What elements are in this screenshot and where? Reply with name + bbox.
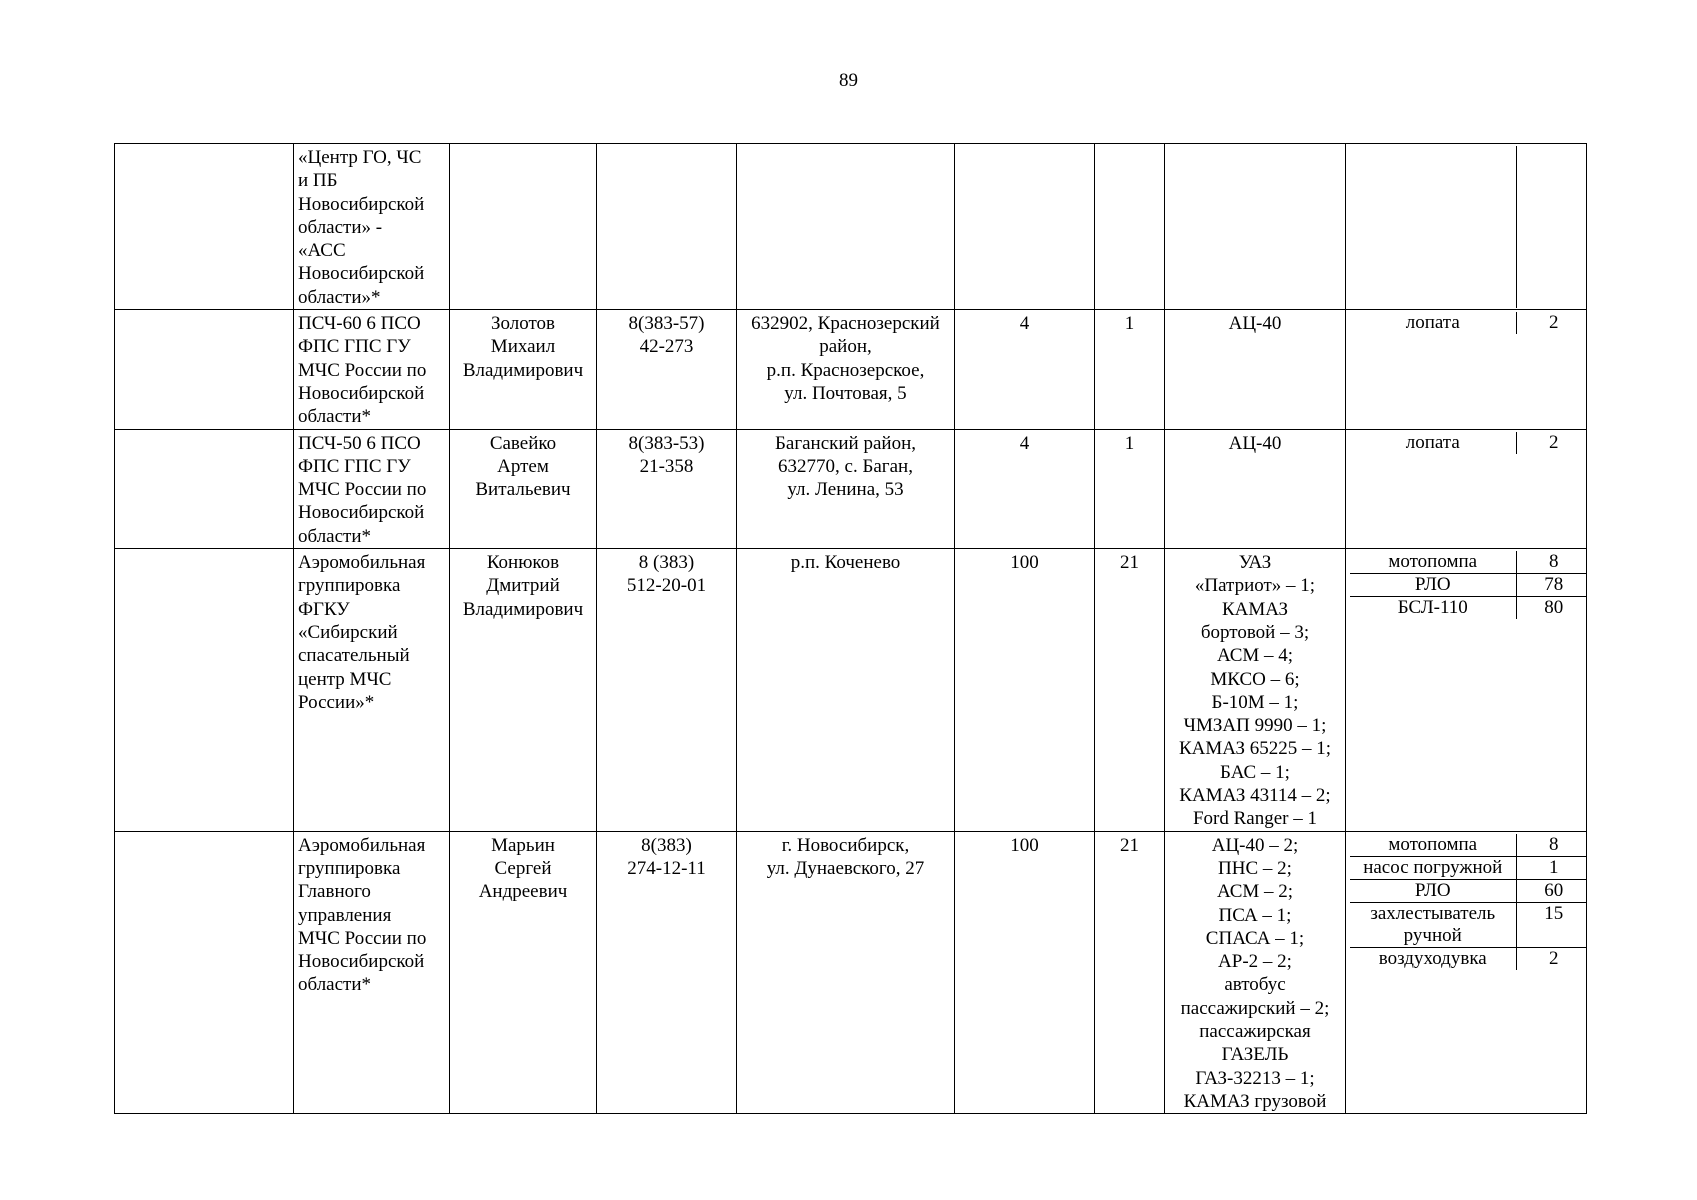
equipment-item [1350, 947, 1587, 970]
cell-line: ГАЗ-32213 – 1; [1195, 1067, 1315, 1089]
cell-line: центр МЧС [298, 668, 392, 690]
equipment-name [1350, 879, 1516, 902]
cell-line: МКСО – 6; [1210, 668, 1300, 690]
cell-line: лопата [1405, 312, 1460, 334]
cell-line: Ford Ranger – 1 [1192, 808, 1317, 830]
cell-line: АР-2 – 2; [1218, 951, 1292, 973]
org-cell [294, 549, 450, 832]
equipment-qty: 15 [1516, 902, 1587, 947]
cell-line: г. Новосибирск, [781, 834, 910, 856]
cell-line: спасательный [298, 645, 410, 667]
cell-line: ФГКУ [298, 598, 350, 620]
cell-line: 8(383-53) [628, 432, 705, 454]
equipment-item [1350, 856, 1587, 879]
equipment-list [1350, 312, 1587, 334]
equipment-list [1350, 834, 1587, 970]
cell-line: АЦ-40 [1228, 432, 1282, 454]
cell-line: КАМАЗ 65225 – 1; [1178, 738, 1332, 760]
equipment-qty: 8 [1516, 834, 1587, 857]
vehicles-cell [1165, 144, 1346, 310]
cell-line: области»* [298, 286, 381, 308]
cell-line: АСМ – 4; [1216, 645, 1294, 667]
equipment-item [1350, 902, 1587, 947]
cell-line: БАС – 1; [1220, 761, 1290, 783]
cell-line: Владимирович [462, 359, 584, 381]
cell-line: 21-358 [639, 455, 694, 477]
cell-line: бортовой – 3; [1200, 621, 1310, 643]
cell-line: мотопомпа [1388, 551, 1478, 573]
cell-line: УАЗ [1238, 552, 1272, 574]
staff-count-cell: 100 [955, 831, 1095, 1114]
cell-line: район, [819, 336, 872, 358]
cell-line: Новосибирской [298, 263, 425, 285]
cell-line: Главного [298, 881, 371, 903]
address-cell [737, 144, 955, 310]
equipment-qty: 2 [1516, 432, 1587, 454]
org-cell [294, 831, 450, 1114]
cell-line: Аэромобильная [298, 834, 426, 856]
equipment-qty: 2 [1516, 312, 1587, 334]
cell-line: «Центр ГО, ЧС [298, 147, 422, 168]
cell-line: мотопомпа [1388, 833, 1478, 855]
equipment-name [1350, 947, 1516, 970]
resources-table [114, 143, 1587, 1114]
unit-count-cell [1095, 144, 1165, 310]
cell-line: лопата [1405, 431, 1460, 453]
cell-line: автобус [1224, 974, 1286, 996]
equipment-cell [1346, 310, 1587, 429]
cell-line: АЦ-40 [1228, 313, 1282, 335]
cell-line: Новосибирской [298, 951, 425, 973]
equipment-qty: 78 [1516, 574, 1587, 597]
cell-line: насос погружной [1363, 856, 1503, 878]
equipment-name [1350, 856, 1516, 879]
cell-line: ГАЗЕЛЬ [1221, 1044, 1289, 1066]
cell-line: 512-20-01 [626, 575, 707, 597]
equipment-name [1350, 902, 1516, 947]
cell-line: ФПС ГПС ГУ [298, 455, 411, 477]
cell-line: 632902, Краснозерский [751, 313, 940, 335]
cell-line: Марьин [491, 834, 555, 856]
cell-line: ЧМЗАП 9990 – 1; [1183, 715, 1327, 737]
cell-line: МЧС России по [298, 927, 427, 949]
equipment-item [1350, 597, 1587, 620]
address-cell [737, 831, 955, 1114]
cell-line: области* [298, 406, 372, 428]
equipment-name [1350, 432, 1516, 454]
equipment-name [1350, 146, 1516, 308]
cell-line: ул. Дунаевского, 27 [766, 857, 925, 879]
table-row [115, 831, 1587, 1114]
vehicles-cell [1165, 310, 1346, 429]
phone-cell [597, 549, 737, 832]
cell-line: Б-10М – 1; [1211, 691, 1299, 713]
staff-count-cell: 100 [955, 549, 1095, 832]
vehicles-cell [1165, 429, 1346, 548]
cell-line: ПСЧ-60 6 ПСО [298, 313, 421, 335]
page-number: 89 [839, 70, 858, 91]
unit-count-cell: 1 [1095, 429, 1165, 548]
cell-line: р.п. Коченево [790, 552, 901, 574]
cell-line: ул. Ленина, 53 [787, 479, 904, 501]
blank-cell [115, 831, 294, 1114]
cell-line: КАМАЗ грузовой [1183, 1090, 1327, 1112]
cell-line: 8(383) [641, 834, 692, 856]
unit-count-cell: 1 [1095, 310, 1165, 429]
cell-line: управления [298, 904, 392, 926]
equipment-item [1350, 834, 1587, 857]
cell-line: ул. Почтовая, 5 [784, 382, 907, 404]
cell-line: Михаил [490, 336, 556, 358]
blank-cell [115, 429, 294, 548]
cell-line: воздуходувка [1378, 947, 1487, 969]
cell-line: БСЛ-110 [1397, 597, 1468, 619]
cell-line: пассажирский – 2; [1180, 997, 1330, 1019]
blank-cell [115, 549, 294, 832]
cell-line: АЦ-40 – 2; [1211, 834, 1299, 856]
cell-line: КАМАЗ [1221, 598, 1289, 620]
cell-line: захлестыватель [1370, 902, 1496, 924]
address-cell [737, 310, 955, 429]
equipment-cell [1346, 831, 1587, 1114]
org-cell [294, 310, 450, 429]
equipment-name [1350, 551, 1516, 574]
cell-line: Новосибирской [298, 193, 425, 215]
address-cell [737, 429, 955, 548]
cell-line: Конюков [486, 552, 560, 574]
cell-line: 274-12-11 [627, 857, 706, 879]
cell-line: Новосибирской [298, 382, 425, 404]
equipment-list [1350, 551, 1587, 619]
org-cell [294, 429, 450, 548]
equipment-name [1350, 597, 1516, 620]
equipment-qty [1516, 146, 1587, 308]
blank-cell [115, 144, 294, 310]
cell-line: Аэромобильная [298, 552, 426, 574]
cell-line: ФПС ГПС ГУ [298, 336, 411, 358]
cell-line: области* [298, 525, 372, 547]
table-row [115, 429, 1587, 548]
cell-line: ручной [1403, 924, 1462, 946]
equipment-item [1350, 432, 1587, 454]
equipment-cell [1346, 144, 1587, 310]
blank-cell [115, 310, 294, 429]
staff-count-cell: 4 [955, 429, 1095, 548]
phone-cell [597, 831, 737, 1114]
head-cell [450, 144, 597, 310]
table-row [115, 310, 1587, 429]
address-cell [737, 549, 955, 832]
head-cell [450, 310, 597, 429]
cell-line: ПНС – 2; [1218, 857, 1292, 879]
equipment-qty: 1 [1516, 856, 1587, 879]
cell-line: КАМАЗ 43114 – 2; [1179, 785, 1331, 807]
cell-line: Артем [497, 455, 549, 477]
cell-line: и ПБ [298, 170, 338, 192]
staff-count-cell [955, 144, 1095, 310]
equipment-item [1350, 551, 1587, 574]
cell-line: МЧС России по [298, 479, 427, 501]
staff-count-cell: 4 [955, 310, 1095, 429]
cell-line: р.п. Краснозерское, [766, 359, 925, 381]
cell-line: области» - [298, 216, 383, 238]
phone-cell [597, 310, 737, 429]
head-cell [450, 831, 597, 1114]
equipment-cell [1346, 549, 1587, 832]
cell-line: Сергей [494, 857, 552, 879]
equipment-name [1350, 312, 1516, 334]
cell-line: группировка [298, 575, 401, 597]
cell-line: 8(383-57) [628, 313, 705, 335]
cell-line: Новосибирской [298, 502, 425, 524]
cell-line: Витальевич [475, 479, 571, 501]
phone-cell [597, 144, 737, 310]
equipment-list [1350, 432, 1587, 454]
cell-line: «Сибирский [298, 621, 398, 643]
cell-line: Баганский район, [774, 432, 916, 454]
equipment-name [1350, 574, 1516, 597]
cell-line: МЧС России по [298, 359, 427, 381]
org-cell [294, 144, 450, 310]
equipment-item [1350, 879, 1587, 902]
equipment-qty: 80 [1516, 597, 1587, 620]
cell-line: России»* [298, 691, 375, 713]
cell-line: группировка [298, 857, 401, 879]
cell-line: области* [298, 974, 372, 996]
equipment-item [1350, 312, 1587, 334]
equipment-list [1350, 146, 1587, 308]
cell-line: РЛО [1414, 879, 1451, 901]
cell-line: «Патриот» – 1; [1194, 575, 1316, 597]
table-row [115, 549, 1587, 832]
cell-line: пассажирская [1199, 1020, 1311, 1042]
head-cell [450, 549, 597, 832]
cell-line: ПСА – 1; [1218, 904, 1292, 926]
equipment-qty: 8 [1516, 551, 1587, 574]
cell-line: Андреевич [478, 881, 568, 903]
cell-line: АСМ – 2; [1216, 881, 1294, 903]
equipment-qty: 60 [1516, 879, 1587, 902]
unit-count-cell: 21 [1095, 549, 1165, 832]
cell-line: Дмитрий [486, 575, 560, 597]
cell-line: Золотов [490, 313, 556, 335]
cell-line: «АСС [298, 240, 346, 262]
cell-line: ПСЧ-50 6 ПСО [298, 432, 421, 454]
cell-line: СПАСА – 1; [1205, 927, 1305, 949]
equipment-item [1350, 574, 1587, 597]
equipment-name [1350, 834, 1516, 857]
cell-line: 42-273 [639, 336, 694, 358]
head-cell [450, 429, 597, 548]
vehicles-cell [1165, 831, 1346, 1114]
cell-line: РЛО [1414, 574, 1451, 596]
cell-line: Владимирович [462, 598, 584, 620]
phone-cell [597, 429, 737, 548]
equipment-cell [1346, 429, 1587, 548]
cell-line: 632770, с. Баган, [778, 455, 913, 477]
table-row [115, 144, 1587, 310]
vehicles-cell [1165, 549, 1346, 832]
cell-line: 8 (383) [638, 552, 695, 574]
equipment-qty: 2 [1516, 947, 1587, 970]
cell-line: Савейко [489, 432, 557, 454]
unit-count-cell: 21 [1095, 831, 1165, 1114]
